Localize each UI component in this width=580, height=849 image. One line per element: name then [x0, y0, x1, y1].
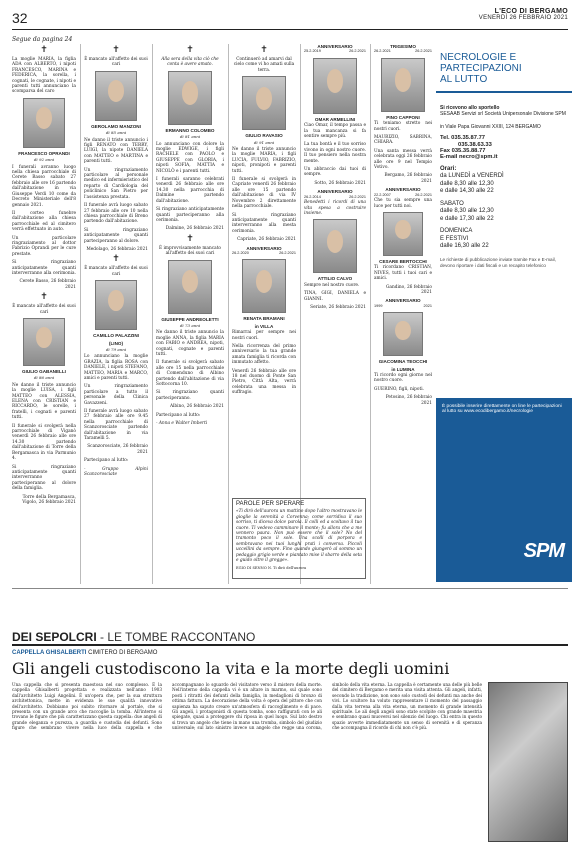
obit-text: Ti teniamo stretto nei nostri cuori.	[374, 121, 432, 132]
portrait-photo	[168, 71, 212, 125]
date-start: 22.2.2007	[374, 192, 391, 197]
obit-text: Il funerale si svolgerà nella parrocchiale di Viganò venerdì 26 febbraio alle ore 14.30 partendo dall'abitazione di Torre della Bergamasca in via Parmunio 4.	[12, 423, 76, 462]
obit-text: Nella ricorrenza del primo anniversario la tua grande amata famiglia ti ricorda con immutato affetto.	[232, 343, 296, 366]
obit-text: Si ringraziano anticipatamente quanti interverranno alla cerimonia.	[12, 260, 76, 276]
obit-text: Si ringraziano anticipatamente quanti parteciperanno alla cerimonia.	[156, 207, 224, 223]
intro-label: Si ricevono allo sportello	[440, 105, 500, 111]
hours-days: DOMENICA	[440, 228, 473, 235]
article-kicker	[12, 650, 157, 656]
article-body: Una cappella che si presenta maestosa nel suo complesso. È la cappella Ghisalberti progettata e realizzata nell'anno 1903 dall'architetto Luigi Angelini. È un'opera che, per la sua struttura architettonica, mette in evidenza le sue qualità innovative dell'architetto. Dobbiamo poi subito ritornare al portale, che si presenta con un grande arco che raccoglie la tomba. All'interno si trovano le figure che più caratterizzano questa cappella: due angeli di grande eleganza e purezza, a guardia e custodia dei defunti. Sono figure che sembrano vivere nella luce della cappella e che accompagnano lo sguardo del visitatore verso il mistero della morte. Nell'interno della cappella vi è un altare in marmo, sul quale sono posti i ritratti dei defunti della famiglia, in medaglioni di bronzo di ottima fattura. La decorazione della volta è opera del pittore che con sapienza ha saputo creare un'atmosfera di raccoglimento e di pace. Gli angeli, i protagonisti di questa tomba, sono raffigurati con le ali spiegate, quasi a proteggere chi riposa in quel luogo. Sul lato destro si trova un angelo che tiene in mano una tromba, simbolo del giudizio universale; sul lato sinistro invece un angelo che regge una corona, simbolo della vita eterna. La cappella è certamente una delle più belle del cimitero di Bergamo e merita una visita attenta. Gli angeli, infatti, secondo la tradizione, non sono solo custodi dei defunti ma anche dei vivi. Lo scultore ha voluto rappresentare il momento del passaggio dalla vita terrena alla vita eterna, un momento di grande intensità spirituale. Le ali degli angeli sono state scolpite con grande maestria e sembrano quasi muoversi nel silenzio del luogo. Chi entra in questo spazio avverte immediatamente un senso di serenità e di speranza che accompagna il ricordo di chi non c'è più.	[12, 682, 482, 731]
portrait-photo	[95, 71, 137, 121]
condolences-item: - Gruppo Alpini Scanzorosciate	[84, 466, 148, 478]
cross-icon: ✝	[186, 233, 194, 244]
anniversary-title: TRIGESIMO	[390, 44, 416, 49]
page-header	[12, 8, 568, 30]
hours-time: dalle 8,30 alle 12,30	[440, 208, 494, 215]
portrait-photo	[383, 312, 423, 356]
deceased-age: di 79 anni	[105, 346, 127, 352]
obit-place-date: Sotto, 26 febbraio 2021	[314, 180, 366, 186]
poem-source: EGIO DI SENNO N. Ti dirò dell'aurora	[236, 566, 307, 571]
obit-place-date: Cerete Basso, 26 febbraio 2021	[19, 279, 76, 290]
deceased-name: FRANCESCO OPRANDI	[18, 150, 70, 156]
deceased-name: RENATA BRAMANI	[243, 316, 285, 322]
hours-label: Orari:	[440, 165, 457, 172]
obit-text: La moglie MARIA, la figlia ADA con ALBERTO, i nipoti FRANCESCO, MARINA e FEDERICA, la sorella, i cognati, le cognate, i nipoti e parenti tutti annunciano la scomparsa del caro	[12, 57, 76, 95]
deceased-nickname: (LINO)	[108, 340, 124, 346]
hours-time: dalle 16,30 alle 22	[440, 243, 489, 250]
portrait-photo	[383, 212, 423, 256]
obit-text: Ne danno il triste annuncio la moglie LUISA, i figli MATTEO con ALESSIA, ELENA con CRISTIAN e RICCARDO, le sorelle, i fratelli, i cognati e parenti tutti.	[12, 382, 76, 421]
obit-text: La tua bontà e il tuo sorriso vivono in ogni nostro cuore. Il tuo pensiero nella nostra mente.	[304, 142, 366, 164]
obit-place-date: Petosino, 26 febbraio 2021	[385, 395, 432, 406]
necrologie-title	[440, 52, 572, 85]
banner-text: È possibile inserire direttamente on line le partecipazioni al lutto su www.ecodibergamo.it/necrologie	[442, 404, 562, 414]
obit-quote: Benedetti i ricordi di una vita spesa a costruire insieme.	[304, 200, 366, 216]
obit-text: Si ringraziano anticipatamente quanti interverranno alla mesta cerimonia.	[232, 212, 296, 234]
obit-text: Un ringraziamento particolare al personale medico ed infermieristico del reparto di Cardiologia del policlinico San Pietro per l'assistenza prestata.	[84, 167, 148, 200]
deceased-name: GEROLAMO MANZONI	[91, 123, 141, 129]
cross-icon: ✝	[112, 254, 120, 265]
obit-place-date: Medolago, 26 febbraio 2021	[86, 246, 148, 252]
obit-text: I funerali saranno celebrati venerdì 26 febbraio alle ore 14.30 nella parrocchia di Dalmine partendo dall'abitazione.	[156, 177, 224, 204]
obit-text: Un abbraccio dai tuoi di sempre.	[304, 167, 366, 178]
issue-date: VENERDÌ 26 FEBBRAIO 2021	[478, 15, 568, 21]
obit-text: Venerdì 26 febbraio alle ore 18 nel duomo di Ponte San Pietro, Città Alta, verrà celebrata una messa in suffragio.	[232, 368, 296, 396]
deceased-name: PINO CAPPONI	[386, 114, 420, 120]
poem-text: «Ti dirò dell'aurora un mattino dopo l'altro mostravano le gioglie la serenità a Corvenna; come sorridiva il suo sorriso, ti diceva dolce parola. Il colli ed a scoltavo il tuo cuore. Ti vedevo camminare il monte; fu allora che a me vennero paura. Non può essere che il sole? No del tramonto poco il sole. Una scolli di porpora e sembravano nei tuoi lunghi prati i conversa. Piccoli uccellini da sempre. Fino quando giungerò al sommo un pedaggio grigio verde e piantato mise il sbarro della seta e guido oltre il gregge».	[236, 509, 362, 564]
obit-text: I funerali avranno luogo nella chiesa parrocchiale di Cerete Basso sabato 27 febbraio alle ore 16 partendo dall'abitazione in via Giuseppe Verdi 10 come da Decreto Ministeriale dell'8 gennaio 2021.	[12, 164, 76, 208]
phone-block	[440, 135, 568, 161]
necrologie-info-box	[436, 44, 572, 392]
date-start: 26.2.2020	[232, 250, 249, 255]
article-photo	[488, 682, 568, 842]
obit-text: Un particolare ringraziamento al dottor Fabrizio Oprandi per le cure prestate.	[12, 235, 76, 257]
deceased-name: GIUSEPPE ANDREOLETTI	[161, 316, 219, 322]
title-divider	[436, 91, 572, 93]
anniversary-dates	[374, 304, 432, 309]
cross-icon: ✝	[40, 292, 48, 303]
column-divider	[228, 44, 229, 584]
phone-number[interactable]: Tel. 035.35.87.77	[440, 135, 486, 142]
obit-place-date: Gandino, 26 febbraio 2021	[385, 284, 432, 295]
section-header	[12, 628, 568, 646]
date-end: 26.2.2021	[279, 250, 296, 255]
company-name: SESAAB Servizi srl Società Unipersonale Divisione SPM	[440, 111, 566, 118]
obit-place-date: Capriate, 26 febbraio 2021	[237, 237, 296, 243]
obit-text: Lo annunciano la moglie GRAZIA, la figlia ROSA con DANIELE, i nipoti STEFANO, MATTEO, MARIA e MARCO, amici e parenti tutti.	[84, 354, 148, 381]
column-divider	[370, 44, 371, 584]
title-line: PARTECIPAZIONI	[440, 63, 522, 74]
section-subtitle: - LE TOMBE RACCONTANO	[96, 630, 256, 644]
deceased-age: di 81 anni	[179, 134, 201, 140]
obit-text: Ne danno il triste annuncio la moglie ANNA, la figlia MARIA con FABIO e ANDREA, nipoti, cognati, cognate e parenti tutti.	[156, 330, 224, 357]
page-number: 32	[12, 10, 28, 26]
deceased-married-name: in VILLA	[254, 323, 274, 329]
obit-text: È mancato all'affetto dei suoi cari	[84, 266, 148, 277]
submission-note: Le richieste di pubblicazione inviate tramite Fax e E-mail, devono riportare i dati fiscali e un recapito telefonico	[440, 256, 556, 269]
deceased-name: GIULIO RAVASIO	[245, 133, 283, 139]
obit-quote: Continuerò ad amarvi dal cielo come vi ho amati sulla terra.	[233, 57, 295, 73]
obituary-column-6	[374, 44, 432, 409]
kicker-title: CAPPELLA GHISALBERTI	[12, 650, 87, 656]
obit-place-date: Bergamo, 26 febbraio 2021	[384, 173, 432, 184]
poem-box	[232, 498, 366, 579]
obit-text: Un ringraziamento particolare a tutto il personale della Clinica Gavazzeni.	[84, 384, 148, 406]
obit-quote: Che tu sia sempre una luce per tutti noi.	[374, 198, 432, 209]
obit-place-date: Scanzorosciate, 26 febbraio 2021	[87, 444, 148, 455]
hours-days: E FESTIVI	[440, 235, 469, 242]
column-divider	[152, 44, 153, 584]
obit-text: È improvvisamente mancato all'affetto dei suoi cari	[158, 245, 222, 257]
cross-icon: ✝	[112, 45, 120, 55]
deceased-name: ATTILIO CALVO	[317, 276, 353, 282]
column-divider	[80, 44, 81, 584]
deceased-name: GIACOMINA TEOCCHI	[378, 359, 428, 365]
deceased-age: di 91 anni	[253, 139, 275, 145]
anniversary-dates	[374, 49, 432, 54]
anniversary-title: ANNIVERSARIO	[317, 44, 353, 49]
condolences-item: - Anna e Walter Imberti	[156, 421, 208, 427]
obit-text: MAURIZIO, SABRINA, CHIARA.	[374, 135, 432, 146]
portrait-photo	[313, 58, 357, 114]
obit-text: Lo annunciano con dolore la moglie EDWIGE, i figli RACHELE con PAOLO e GIUSEPPE con GLORIA, i nipoti SOFIA, MATTIA e NICOLÒ e i parenti tutti.	[156, 141, 224, 174]
phone-number-alt[interactable]: 035.38.63.33	[458, 141, 492, 148]
portrait-photo	[23, 98, 65, 148]
hours-days: da LUNEDÌ a VENERDÌ	[440, 173, 504, 180]
poem-box-wrapper	[232, 494, 366, 579]
condolences-label: Partecipano al lutto:	[84, 458, 129, 464]
date-end: 26.2.2021	[415, 192, 432, 197]
kicker-location: CIMITERO DI BERGAMO	[88, 650, 158, 656]
obit-text: Rimarrai per sempre nei nostri cuori.	[232, 330, 296, 341]
hours-time: dalle 8,30 alle 12,30	[440, 180, 494, 187]
obituary-column-3	[156, 44, 224, 429]
deceased-age: di 73 anni	[179, 322, 201, 328]
obit-text: Sempre nel nostro cuore.	[304, 282, 360, 288]
spm-logo: SPM	[523, 540, 564, 562]
deceased-name: OMAR ARMELLINI	[314, 116, 356, 122]
cross-icon: ✝	[40, 45, 48, 55]
date-end: 26.2.2021	[415, 49, 432, 54]
email-link[interactable]: E-mail necro@spm.it	[440, 154, 498, 161]
obit-text: Ti ricordano CRISTIAN, NIVES, tutti i tuoi cari e amici.	[374, 265, 432, 282]
paper-name: L'ECO DI BERGAMO	[494, 8, 568, 15]
deceased-married-name: in LUMINA	[391, 366, 415, 372]
portrait-photo	[168, 260, 212, 314]
obit-text: Si ringraziano anticipatamente quanti interverranno parteciperanno al dolore della famiglia.	[12, 464, 76, 492]
obit-text: TINA, GIGI, DANIELA e GIANNI.	[304, 291, 366, 302]
deceased-age: di 86 anni	[33, 375, 55, 381]
office-address: in Viale Papa Giovanni XXIII, 124 BERGAMO	[440, 123, 541, 130]
article-headline: Gli angeli custodiscono la vita e la morte degli uomini	[12, 659, 450, 678]
obit-place-date: Seriate, 26 febbraio 2021	[310, 304, 366, 310]
anniversary-title: ANNIVERSARIO	[317, 189, 353, 195]
cross-icon: ✝	[260, 45, 268, 55]
deceased-name: GIULIO GABANELLI	[22, 369, 66, 374]
obit-quote: Alla sera della vita ciò che conta è avere amato.	[161, 57, 219, 68]
title-line: AL LUTTO	[440, 74, 488, 85]
anniversary-title: ANNIVERSARIO	[246, 245, 282, 251]
hours-time: e dalle 14,30 alle 22	[440, 188, 494, 195]
deceased-name: CAMILLO PALAZZINI	[93, 333, 139, 339]
obit-place-date: Torre della Bergamasca, Vigolo, 26 febbraio 2021	[22, 494, 76, 505]
deceased-age: di 85 anni	[105, 130, 127, 136]
condolences-label: Partecipano al lutto:	[156, 412, 201, 418]
masthead	[479, 8, 568, 21]
date-end: 26.2.2021	[349, 49, 366, 54]
obit-text: Si ringraziano quanti parteciperanno.	[156, 390, 224, 401]
deceased-name: ERMANNO COLOMBO	[165, 127, 215, 133]
date-start: 1999	[374, 303, 383, 308]
obit-text: È mancato all'affetto dei suoi cari	[12, 304, 76, 315]
obit-place-date: Dalmine, 26 febbraio 2021	[165, 226, 224, 232]
contact-info	[436, 105, 572, 270]
poem-title: PAROLE PER SPERARE	[236, 501, 305, 507]
obit-text: GUERINO, figli, nipoti.	[374, 386, 424, 392]
obituary-column-4	[232, 44, 296, 399]
obit-text: Il funerale si svolgerà sabato alle ore 15 nella parrocchiale di Comenduno di Albino partendo dall'abitazione di via Sottocorna 10.	[156, 360, 224, 387]
portrait-photo	[95, 280, 137, 330]
hours-time: e dalle 17,30 alle 22	[440, 215, 494, 222]
obit-text: È mancato all'affetto dei suoi cari	[84, 57, 148, 68]
portrait-photo	[313, 219, 357, 273]
obit-text: Il funerale avrà luogo sabato 27 febbraio alle ore 10 nella chiesa parrocchiale di Breno partendo dall'abitazione.	[84, 203, 148, 225]
anniversary-dates	[232, 251, 296, 256]
obit-text: Il funerale avrà luogo sabato 27 febbraio alle ore 9.45 nella parrocchiale di Scanzorosciate partendo dall'abitazione in via Taramelli 5.	[84, 409, 148, 442]
cross-icon: ✝	[186, 45, 194, 55]
online-submission-banner[interactable]	[436, 398, 572, 582]
obit-text: Il funerale si svolgerà in Capriate venerdì 26 febbraio alle ore 15 partendo dall'abitazione di via IV Novembre 2 direttamente nella parrocchiale.	[232, 177, 296, 210]
deceased-name: CESARE BERTOCCHI	[379, 258, 427, 264]
date-start: 26.2.2021	[374, 49, 391, 54]
obit-text: Una santa messa verrà celebrata oggi 26 febbraio alle ore 9 nel Tempio Votivo.	[374, 148, 432, 171]
date-end: 2021	[423, 303, 432, 308]
portrait-photo	[23, 318, 65, 366]
continued-from: Segue da pagina 24	[12, 36, 73, 43]
title-line: NECROLOGIE E	[440, 52, 517, 63]
section-name: DEI SEPOLCRI	[12, 630, 97, 644]
date-start: 25.2.2019	[304, 49, 321, 54]
obituary-column-1	[12, 44, 76, 508]
portrait-photo	[242, 259, 286, 313]
obituary-column-2	[84, 44, 148, 481]
anniversary-title: ANNIVERSARIO	[385, 187, 421, 193]
section-divider	[12, 588, 568, 589]
date-end: 26.2.2021	[349, 194, 366, 199]
opening-hours	[440, 166, 568, 251]
obit-text: Ciao Omar, il tempo passa e la tua mancanza si fa sentire sempre più.	[304, 123, 366, 140]
obit-text: Ne danno il triste annuncio la moglie MARIA, i figli LUCIA, FULVIO, FABRIZIO, nipoti, pronipoti e parenti tutti.	[232, 147, 296, 174]
obit-text: Ti ricordo ogni giorno nel nostro cuore.	[374, 372, 432, 384]
hours-days: SABATO	[440, 200, 464, 207]
obit-place-date: Albino, 26 febbraio 2021	[169, 404, 224, 410]
deceased-age: di 92 anni	[33, 157, 55, 163]
obit-text: Ne danno il triste annuncio i figli RENATO con TERRY, LUIGI, la nipote DANIELA con MATTEO e MARTINA e parenti tutti.	[84, 137, 148, 165]
obit-text: Si ringraziano anticipatamente quanti parteciperanno al dolore.	[84, 227, 148, 244]
anniversary-title: ANNIVERSARIO	[385, 298, 421, 304]
obit-text: Il corteo funebre dall'abitazione alla chiesa parrocchiale ed al cimitero verrà effettuato in auto.	[12, 210, 76, 233]
fax-number: Fax 035.35.88.77	[440, 148, 486, 155]
obituary-column-5	[304, 44, 366, 313]
date-start: 26.2.2014	[304, 194, 321, 199]
portrait-photo	[381, 58, 425, 112]
portrait-photo	[242, 76, 286, 130]
anniversary-dates	[304, 49, 366, 54]
